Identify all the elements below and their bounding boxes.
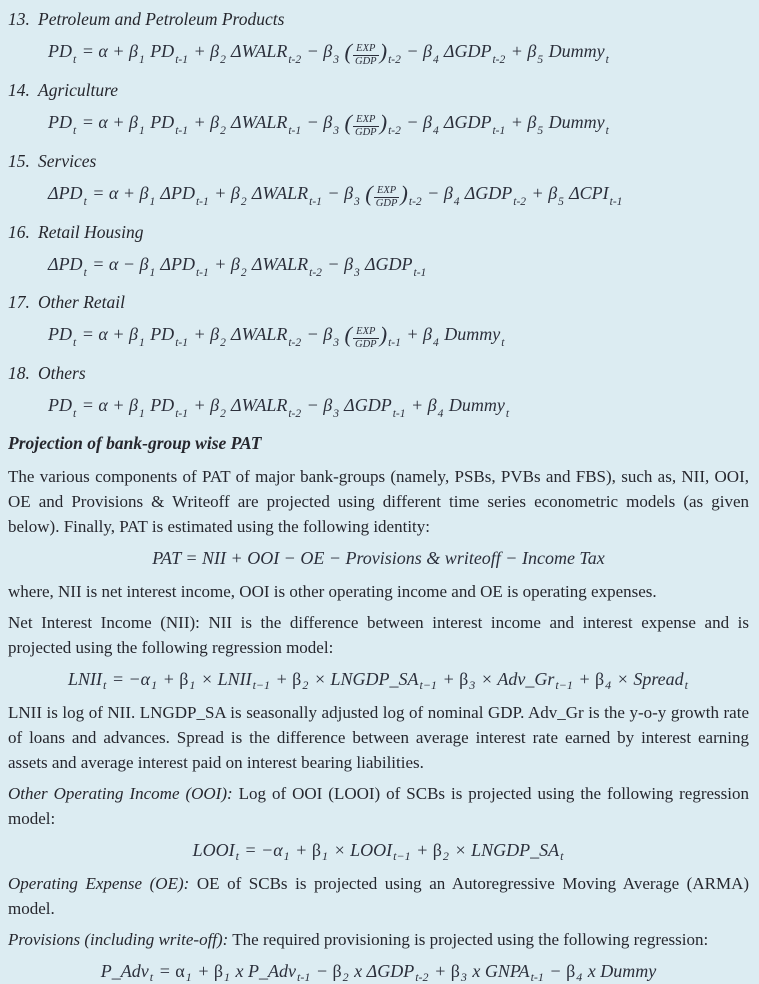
equation-number: 16. (8, 222, 30, 242)
equation-number: 18. (8, 363, 30, 383)
oe-text: OE of SCBs is projected using an Autoregressive Moving Average (ARMA) model. (8, 874, 750, 918)
paragraph-pat-intro: The various components of PAT of major bank-groups (namely, PSBs, PVBs and FBS), such as, NII, OOI, OE and Provisions & Writeoff are projected using different time series econometric models (as given below). Finally, PAT is estimated using the following identity: (8, 467, 749, 536)
oe-lead: Operating Expense (OE): (8, 874, 190, 893)
equation-number: 17. (8, 292, 30, 312)
equation-number: 14. (8, 80, 30, 100)
sector-equation: $\Delta PD_t = \alpha - \beta_1$ $\Delta PD_{t-1} + \beta_2$ $\Delta WALR_{t-2} - \beta_3$ $\Delta GDP_{t-1}$ (48, 254, 427, 279)
equation-number: 13. (8, 9, 30, 29)
list-item (8, 362, 749, 422)
sector-label: Petroleum and Petroleum Products (38, 9, 285, 29)
sector-label: Retail Housing (38, 222, 144, 242)
section-heading: Projection of bank-group wise PAT (8, 433, 262, 453)
sector-equation: $PD_t = \alpha + \beta_1$ $PD_{t-1} + \beta_2$ $\Delta WALR_{t-2} - \beta_3$ ( $\frac{\text{EXP}}{\text{GDP}}$ )$_{t-1} + \beta_4$ Dummy$_t$ (48, 322, 505, 350)
paragraph-nii (8, 610, 749, 660)
sector-equation: $PD_t = \alpha + \beta_1$ $PD_{t-1} + \beta_2$ $\Delta WALR_{t-1} - \beta_3$ ( $\frac{\text{EXP}}{\text{GDP}}$ )$_{t-2} - \beta_4$ $\Delta GDP_{t-1} + \beta_5$ Dummy$_t$ (48, 110, 609, 138)
sector-label: Other Retail (38, 292, 125, 312)
sector-label: Agriculture (38, 80, 119, 100)
paragraph-provisions (8, 927, 749, 952)
equation-number: 15. (8, 151, 30, 171)
provisions-lead: Provisions (including write-off): (8, 930, 229, 949)
sector-model-list (8, 8, 749, 422)
list-item (8, 8, 749, 69)
list-item (8, 291, 749, 352)
list-item (8, 150, 749, 211)
equation-pat-identity: PAT = NII + OOI − OE − Provisions & writeoff − Income Tax (152, 548, 605, 568)
sector-equation: $PD_t = \alpha + \beta_1$ $PD_{t-1} + \beta_2$ $\Delta WALR_{t-2} - \beta_3$ $\Delta GDP_{t-1} + \beta_4$ Dummy$_t$ (48, 395, 510, 420)
ooi-text: Log of OOI (LOOI) of SCBs is projected using the following regression model: (8, 784, 749, 828)
paragraph-lnii-note: LNII is log of NII. LNGDP_SA is seasonally adjusted log of nominal GDP. Adv_Gr is the y-o-y growth rate of loans and advances. Spread is the difference between average interest rate earned by interest earning assets and average interest paid on interest bearing liabilities. (8, 703, 749, 772)
list-item (8, 79, 749, 140)
sector-label: Others (38, 363, 86, 383)
paragraph-oe (8, 871, 749, 921)
ooi-lead: Other Operating Income (OOI): (8, 784, 233, 803)
paragraph-where-note: where, NII is net interest income, OOI is other operating income and OE is operating expenses. (8, 582, 657, 601)
paragraph-ooi (8, 781, 749, 831)
equation-provisions: P_Adv$_t$ = $\alpha_1 + \beta_1$ x P_Adv$_{t-1}$ − $\beta_2$ x $\Delta GDP_{t-2} + \beta_3$ x $GNPA_{t-1} - \beta_4$ x Dummy (100, 961, 657, 984)
list-item (8, 221, 749, 281)
provisions-text: The required provisioning is projected using the following regression: (228, 930, 709, 949)
sector-label: Services (38, 151, 97, 171)
equation-lnii: $LNII_t = -\alpha_1 + \beta_1$ × $LNII_{t-1} + \beta_2$ × $LNGDP\_SA_{t-1} + \beta_3$ × $Adv\_Gr_{t-1} + \beta_4$ × Spread$_t$ (67, 669, 688, 692)
sector-equation: $\Delta PD_t = \alpha + \beta_1$ $\Delta PD_{t-1} + \beta_2$ $\Delta WALR_{t-1} - \beta_3$ ( $\frac{\text{EXP}}{\text{GDP}}$ )$_{t-2} - \beta_4$ $\Delta GDP_{t-2} + \beta_5$ $\Delta CPI_{t-1}$ (48, 181, 623, 209)
equation-looi: $LOOI_t = -\alpha_1 + \beta_1$ × $LOOI_{t-1} + \beta_2$ × $LNGDP\_SA_t$ (192, 840, 564, 863)
nii-lead: Net Interest Income (NII): (8, 613, 200, 632)
nii-text: NII is the difference between interest income and interest expense and is projected using the following regression model: (8, 613, 750, 657)
sector-equation: $PD_t = \alpha + \beta_1$ $PD_{t-1} + \beta_2$ $\Delta WALR_{t-2} - \beta_3$ ( $\frac{\text{EXP}}{\text{GDP}}$ )$_{t-2} - \beta_4$ $\Delta GDP_{t-2} + \beta_5$ Dummy$_t$ (48, 39, 609, 67)
